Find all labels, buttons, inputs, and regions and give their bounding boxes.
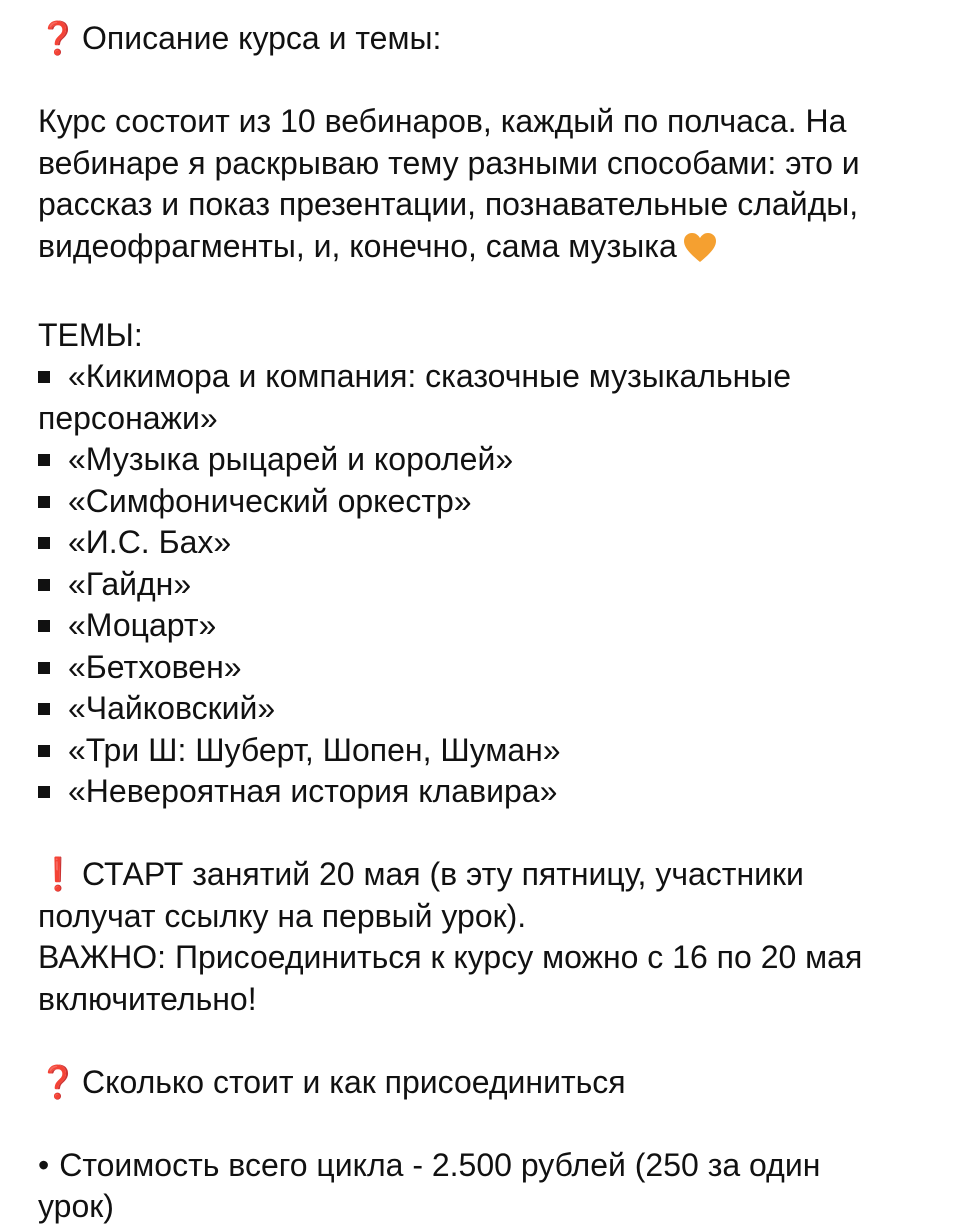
spacer [38,1103,938,1145]
square-bullet-icon [38,620,50,632]
price-heading [38,1062,938,1104]
list-item: «Гайдн» [38,564,938,606]
exclamation-icon: ❗ [38,855,78,893]
start-text [38,854,878,937]
square-bullet-icon [38,703,50,715]
list-item: «Чайковский» [38,688,938,730]
square-bullet-icon [38,745,50,757]
list-item: «Музыка рыцарей и королей» [38,439,938,481]
list-item: «Симфонический оркестр» [38,481,938,523]
spacer [38,273,938,315]
price-body: Стоимость всего цикла - 2.500 рублей (250 за один урок) [38,1146,821,1224]
dot-bullet-icon: • [38,1146,50,1183]
start-body: СТАРТ занятий 20 мая (в эту пятницу, участники получат ссылку на первый урок). [38,856,804,934]
list-item: «Моцарт» [38,605,938,647]
square-bullet-icon [38,496,50,508]
question-icon: ❓ [38,19,78,57]
spacer [38,1020,938,1062]
post-content [38,0,938,1228]
list-item: «Бетховен» [38,647,938,689]
list-item: «Невероятная история клавира» [38,771,938,813]
description-body: Курс состоит из 10 вебинаров, каждый по полчаса. На вебинаре я раскрываю тему разными способами: это и рассказ и показ презентации, познавательные слайды, видеофрагменты, и, конечно, сама музыка [38,103,860,264]
price-heading-text: Сколько стоит и как присоединиться [82,1063,626,1100]
price-bullet [38,1145,898,1228]
list-item: «И.С. Бах» [38,522,938,564]
description-heading-text: Описание курса и темы: [82,20,442,56]
topics-heading: ТЕМЫ: [38,316,143,353]
square-bullet-icon [38,454,50,466]
spacer [38,0,938,18]
description-heading [38,18,938,60]
description-text [38,101,928,273]
square-bullet-icon [38,662,50,674]
spacer [38,60,938,102]
topics-list [38,356,938,813]
square-bullet-icon [38,537,50,549]
list-item: «Кикимора и компания: сказочные музыкальные персонажи» [38,358,792,436]
spacer [38,813,938,855]
square-bullet-icon [38,786,50,798]
orange-heart-icon [683,232,717,274]
square-bullet-icon [38,371,50,383]
square-bullet-icon [38,579,50,591]
question-icon: ❓ [38,1062,78,1101]
list-item: «Три Ш: Шуберт, Шопен, Шуман» [38,730,938,772]
important-text: ВАЖНО: Присоединиться к курсу можно с 16 по 20 мая включительно! [38,939,863,1017]
